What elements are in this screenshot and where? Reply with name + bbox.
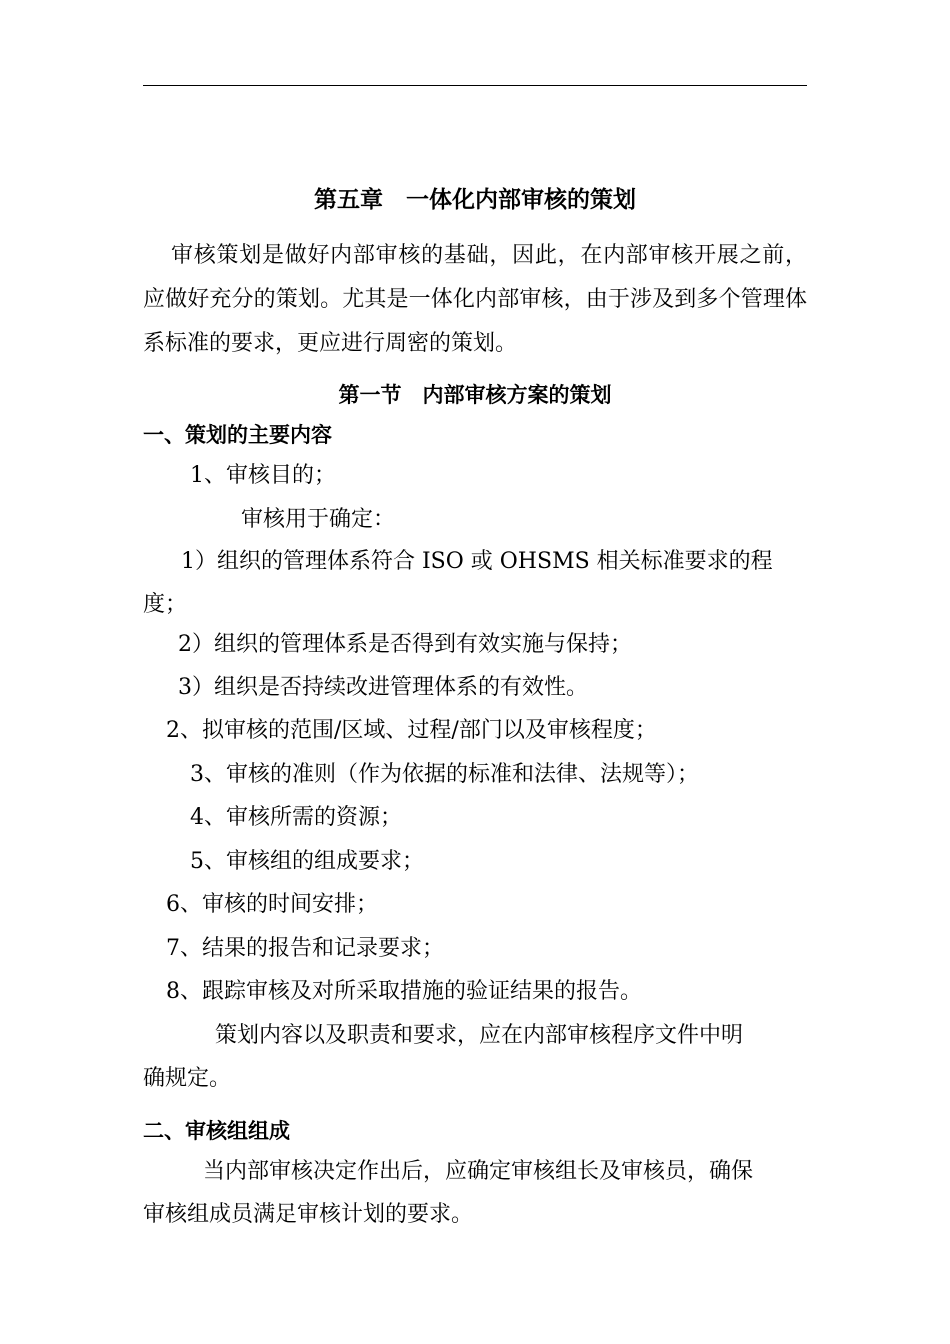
list-item-6: 6、审核的时间安排； bbox=[166, 892, 378, 917]
list-item-3: 3、审核的准则（作为依据的标准和法律、法规等）； bbox=[190, 762, 699, 787]
part1-heading: 一、策划的主要内容 bbox=[143, 423, 332, 447]
list-item-1: 1、审核目的； bbox=[190, 463, 336, 488]
section-title: 第一节 内部审核方案的策划 bbox=[338, 383, 612, 407]
intro-paragraph: 审核策划是做好内部审核的基础，因此，在内部审核开展之前，应做好充分的策划。尤其是一体化内部审核，由于涉及到多个管理体系标准的要求，更应进行周密的策划。 bbox=[143, 243, 807, 356]
closing-line-2: 确规定。 bbox=[143, 1066, 232, 1091]
part2-heading: 二、审核组组成 bbox=[143, 1119, 290, 1143]
list-subitem-1: 1）组织的管理体系符合 ISO 或 OHSMS 相关标准要求的程 bbox=[181, 549, 773, 574]
part2-line-2: 审核组成员满足审核计划的要求。 bbox=[143, 1202, 474, 1227]
list-subitem-2: 2）组织的管理体系是否得到有效实施与保持； bbox=[178, 632, 632, 657]
list-subitem-1-cont: 度； bbox=[143, 592, 188, 617]
part2-line-1: 当内部审核决定作出后，应确定审核组长及审核员，确保 bbox=[203, 1159, 754, 1184]
list-subitem-3: 3）组织是否持续改进管理体系的有效性。 bbox=[178, 675, 588, 700]
list-item-1-lead: 审核用于确定： bbox=[241, 507, 396, 532]
list-item-5: 5、审核组的组成要求； bbox=[190, 849, 424, 874]
list-item-2: 2、拟审核的范围/区域、过程/部门以及审核程度； bbox=[166, 718, 657, 743]
closing-line-1: 策划内容以及职责和要求，应在内部审核程序文件中明 bbox=[215, 1023, 744, 1048]
list-item-8: 8、跟踪审核及对所采取措施的验证结果的报告。 bbox=[166, 979, 642, 1004]
list-item-4: 4、审核所需的资源； bbox=[190, 805, 402, 830]
header-rule bbox=[143, 85, 807, 86]
chapter-title: 第五章 一体化内部审核的策划 bbox=[314, 187, 636, 213]
list-item-7: 7、结果的报告和记录要求； bbox=[166, 936, 444, 961]
